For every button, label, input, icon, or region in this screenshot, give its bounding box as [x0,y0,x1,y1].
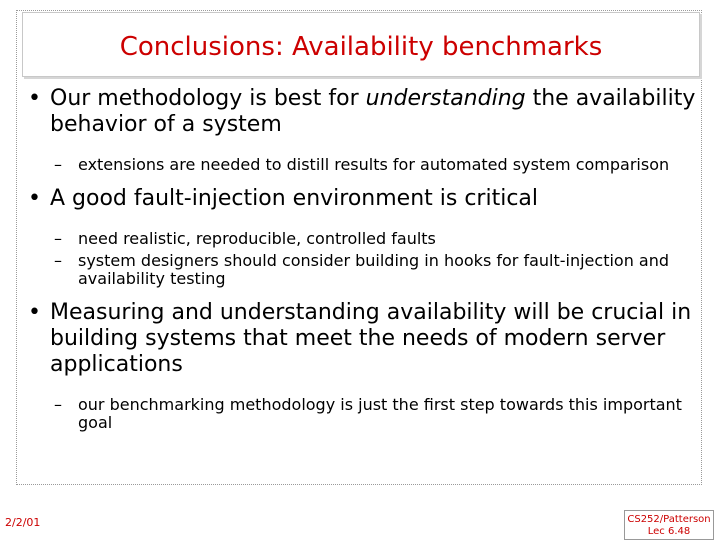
sub-bullet-text: our benchmarking methodology is just the first step towards this important goal [78,395,682,432]
bullet-mark: • [28,86,41,111]
bullet-mark: • [28,186,41,211]
footer-course: CS252/Patterson [627,514,711,525]
footer-course-box [624,510,714,540]
sub-bullet-3-1 [28,396,700,432]
bullet-text: Measuring and understanding availability will be crucial in building systems that meet the needs of modern server applications [50,300,692,377]
sub-bullet-2-1 [28,230,700,248]
sub-bullet-text: extensions are needed to distill results for automated system comparison [78,155,670,174]
bullet-mark: • [28,300,41,325]
bullet-text: A good fault-injection environment is critical [50,186,539,211]
footer-lecture: Lec 6.48 [647,526,691,537]
bullet-2 [28,186,700,212]
slide-content [28,86,700,432]
sub-bullet-mark: – [54,229,62,248]
footer-date: 2/2/01 [5,516,41,529]
sub-bullet-mark: – [54,395,62,414]
bullet-1 [28,86,700,138]
slide-title: Conclusions: Availability benchmarks [119,32,603,62]
sub-bullet-1-1 [28,156,700,174]
sub-bullet-text: system designers should consider building in hooks for fault-injection and availability testing [78,251,670,288]
bullet-text: Our methodology is best for understanding the availability behavior of a system [50,86,696,137]
bullet-3 [28,300,700,378]
sub-bullet-mark: – [54,251,62,270]
sub-bullet-2-2 [28,252,700,288]
sub-bullet-text: need realistic, reproducible, controlled faults [78,229,436,248]
sub-bullet-mark: – [54,155,62,174]
